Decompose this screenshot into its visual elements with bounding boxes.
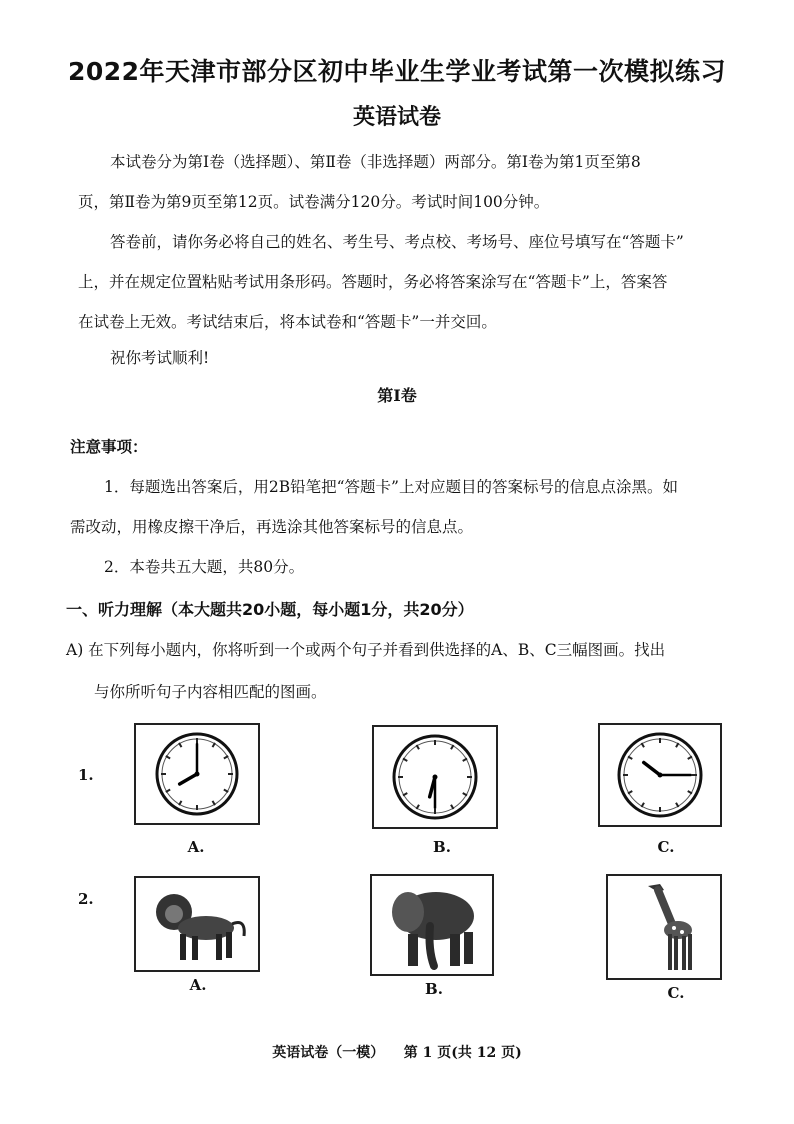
option-picture-clock[interactable] — [372, 725, 498, 829]
notes-item: 2．本卷共五大题，共80分。 — [104, 558, 305, 576]
notes-item: 需改动，用橡皮擦干净后，再选涂其他答案标号的信息点。 — [70, 518, 474, 536]
clock-icon — [136, 725, 258, 823]
elephant-icon — [372, 876, 492, 974]
option-picture-giraffe[interactable] — [606, 874, 722, 980]
section-instruction: A) 在下列每小题内，你将听到一个或两个句子并看到供选择的A、B、C三幅图画。找出 — [66, 641, 666, 659]
exam-subtitle: 英语试卷 — [352, 105, 441, 130]
question-number: 2. — [78, 890, 94, 908]
notes-item: 1．每题选出答案后，用2B铅笔把“答题卡”上对应题目的答案标号的信息点涂黑。如 — [104, 478, 678, 496]
giraffe-icon — [608, 876, 720, 978]
option-label: A. — [189, 976, 207, 994]
intro-line: 本试卷分为第Ⅰ卷（选择题）、第Ⅱ卷（非选择题）两部分。第Ⅰ卷为第1页至第8 — [110, 153, 641, 171]
volume-heading: 第Ⅰ卷 — [377, 386, 417, 405]
option-label: C. — [667, 984, 685, 1002]
option-picture-clock[interactable] — [598, 723, 722, 827]
lion-icon — [136, 878, 258, 970]
option-label: B. — [425, 980, 443, 998]
intro-line: 在试卷上无效。考试结束后，将本试卷和“答题卡”一并交回。 — [78, 313, 497, 331]
option-label: C. — [657, 838, 675, 856]
intro-line: 答卷前，请你务必将自己的姓名、考生号、考点校、考场号、座位号填写在“答题卡” — [110, 233, 684, 251]
option-label: A. — [187, 838, 205, 856]
notes-heading: 注意事项： — [70, 437, 148, 456]
option-picture-lion[interactable] — [134, 876, 260, 972]
page-footer: 英语试卷（一模） 第 1 页(共 12 页) — [272, 1045, 522, 1061]
section-instruction: 与你所听句子内容相匹配的图画。 — [94, 683, 327, 701]
question-number: 1. — [78, 766, 94, 784]
intro-line: 上，并在规定位置粘贴考试用条形码。答题时，务必将答案涂写在“答题卡”上，答案答 — [78, 273, 668, 291]
section-heading: 一、听力理解（本大题共20小题，每小题1分，共20分） — [66, 600, 474, 619]
option-label: B. — [433, 838, 451, 856]
option-picture-elephant[interactable] — [370, 874, 494, 976]
clock-icon — [600, 725, 720, 825]
intro-line: 页，第Ⅱ卷为第9页至第12页。试卷满分120分。考试时间100分钟。 — [78, 193, 550, 211]
intro-wish: 祝你考试顺利! — [110, 349, 210, 367]
option-picture-clock[interactable] — [134, 723, 260, 825]
exam-title: 2022年天津市部分区初中毕业生学业考试第一次模拟练习 — [67, 57, 727, 86]
clock-icon — [374, 727, 496, 827]
